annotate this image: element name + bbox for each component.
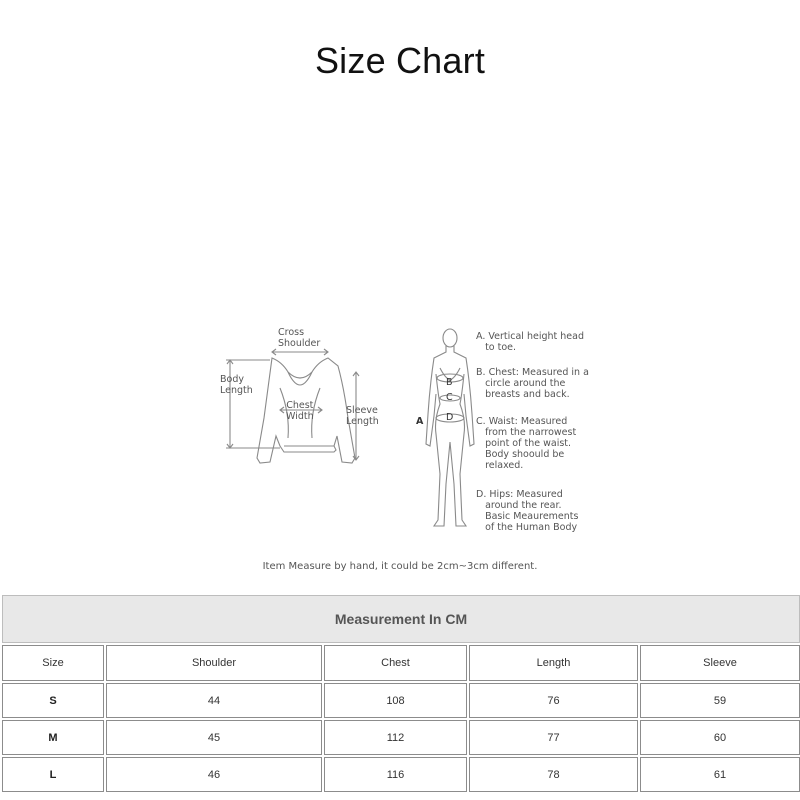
marker-a: A — [416, 416, 424, 427]
shoulder-cell: 46 — [106, 757, 322, 792]
shoulder-cell: 45 — [106, 720, 322, 755]
table-header-row — [2, 645, 800, 681]
length-cell: 77 — [469, 720, 638, 755]
chest-width-label: Chest Width — [286, 400, 314, 422]
length-cell: 78 — [469, 757, 638, 792]
page-title: Size Chart — [314, 40, 486, 81]
cross-shoulder-label: Cross Shoulder — [278, 327, 321, 349]
column-header-chest: Chest — [324, 645, 467, 681]
note-a: A. Vertical height head to toe. — [476, 331, 584, 353]
size-cell: L — [2, 757, 104, 792]
marker-c: C — [446, 392, 453, 403]
table-row — [2, 757, 800, 792]
sleeve-cell: 60 — [640, 720, 800, 755]
table-caption: Measurement In CM — [2, 595, 800, 643]
marker-b: B — [446, 377, 453, 388]
table-caption-row — [2, 595, 800, 643]
sleeve-cell: 61 — [640, 757, 800, 792]
note-c: C. Waist: Measured from the narrowest point of the waist. Body shoould be relaxed. — [476, 416, 577, 471]
measurement-disclaimer: Item Measure by hand, it could be 2cm~3cm different. — [262, 561, 538, 572]
marker-d: D — [446, 412, 454, 423]
measurement-diagram — [210, 318, 600, 548]
length-cell: 76 — [469, 683, 638, 718]
chest-cell: 108 — [324, 683, 467, 718]
sweater-illustration — [210, 318, 390, 548]
column-header-shoulder: Shoulder — [106, 645, 322, 681]
sleeve-cell: 59 — [640, 683, 800, 718]
note-d: D. Hips: Measured around the rear. Basic Meaurements of the Human Body — [476, 489, 579, 533]
body-length-label: Body Length — [220, 374, 253, 396]
measurement-table — [0, 593, 800, 794]
chest-cell: 112 — [324, 720, 467, 755]
table-row — [2, 720, 800, 755]
sleeve-length-label: Sleeve Length — [346, 405, 379, 427]
note-b: B. Chest: Measured in a circle around the breasts and back. — [476, 367, 589, 400]
column-header-sleeve: Sleeve — [640, 645, 800, 681]
chest-cell: 116 — [324, 757, 467, 792]
size-cell: S — [2, 683, 104, 718]
column-header-length: Length — [469, 645, 638, 681]
size-cell: M — [2, 720, 104, 755]
shoulder-cell: 44 — [106, 683, 322, 718]
table-row — [2, 683, 800, 718]
column-header-size: Size — [2, 645, 104, 681]
